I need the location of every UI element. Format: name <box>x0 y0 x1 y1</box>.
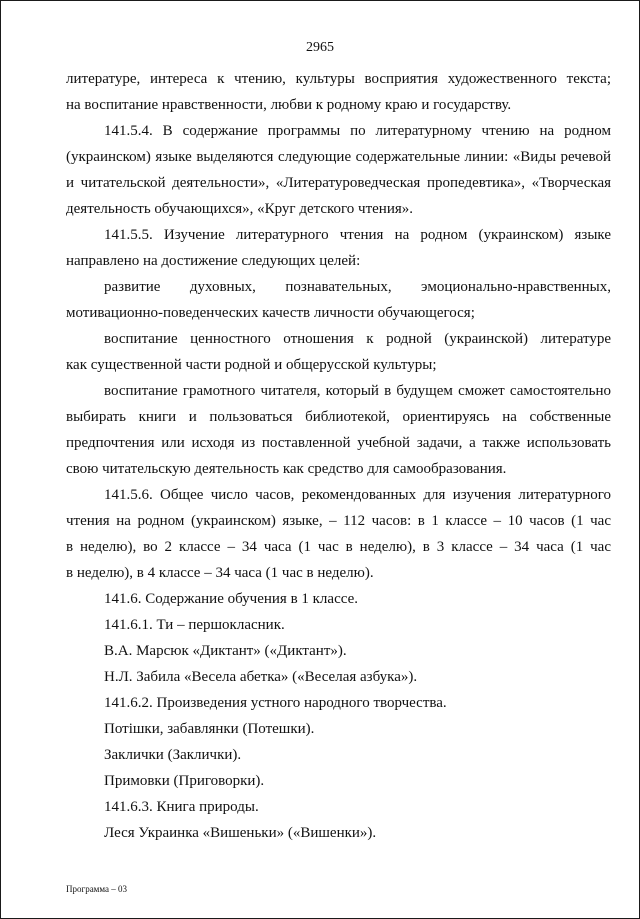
reading-item: Потішки, забавлянки (Потешки). <box>104 721 315 737</box>
text-line: на воспитание нравственности, любви к родному краю и государству. <box>66 97 512 113</box>
text-line: в неделю), в 4 классе – 34 часа (1 час в неделю). <box>66 565 374 581</box>
text-line: и читательской деятельности», «Литературоведческая пропедевтика», «Творческая <box>66 175 611 191</box>
paragraph-141-5-5: 141.5.5. Изучение литературного чтения на родном (украинском) языке <box>104 227 611 243</box>
text-line: мотивационно-поведенческих качеств личности обучающегося; <box>66 305 475 321</box>
text-line: предпочтения или исходя из поставленной учебной задачи, а также использовать <box>66 435 611 451</box>
text-line: (украинском) языке выделяются следующие содержательные линии: «Виды речевой <box>66 149 611 165</box>
list-item-goal-2: воспитание ценностного отношения к родной (украинской) литературе <box>104 331 611 347</box>
reading-item: Примовки (Приговорки). <box>104 773 265 789</box>
reading-item: Н.Л. Забила «Весела абетка» («Веселая азбука»). <box>104 669 418 685</box>
reading-item: В.А. Марсюк «Диктант» («Диктант»). <box>104 643 347 659</box>
section-heading-141-6: 141.6. Содержание обучения в 1 классе. <box>104 591 358 607</box>
reading-item: Леся Украинка «Вишеньки» («Вишенки»). <box>104 825 377 841</box>
section-heading-141-6-3: 141.6.3. Книга природы. <box>104 799 259 815</box>
document-body <box>66 66 611 846</box>
list-item-goal-3: воспитание грамотного читателя, который в будущем сможет самостоятельно <box>104 383 611 399</box>
text-line: направлено на достижение следующих целей: <box>66 253 361 269</box>
text-line: выбирать книги и пользоваться библиотекой, ориентируясь на собственные <box>66 409 611 425</box>
section-heading-141-6-2: 141.6.2. Произведения устного народного творчества. <box>104 695 447 711</box>
paragraph-141-5-4: 141.5.4. В содержание программы по литературному чтению на родном <box>104 123 611 139</box>
text-line: свою читательскую деятельность как средство для самообразования. <box>66 461 507 477</box>
text-line: деятельность обучающихся», «Круг детского чтения». <box>66 201 414 217</box>
section-heading-141-6-1: 141.6.1. Ти – першокласник. <box>104 617 285 633</box>
page-number: 2965 <box>306 40 334 55</box>
text-line: как существенной части родной и общерусской культуры; <box>66 357 437 373</box>
text-line: в неделю), во 2 классе – 34 часа (1 час в неделю), в 3 классе – 34 часа (1 час <box>66 539 611 555</box>
text-line: чтения на родном (украинском) языке, – 112 часов: в 1 классе – 10 часов (1 час <box>66 513 611 529</box>
reading-item: Заклички (Заклички). <box>104 747 242 763</box>
text-line: литературе, интереса к чтению, культуры восприятия художественного текста; <box>66 71 611 87</box>
footer-label: Программа – 03 <box>66 884 128 894</box>
list-item-goal-1: развитие духовных, познавательных, эмоционально-нравственных, <box>104 279 611 295</box>
paragraph-141-5-6: 141.5.6. Общее число часов, рекомендованных для изучения литературного <box>104 487 611 503</box>
